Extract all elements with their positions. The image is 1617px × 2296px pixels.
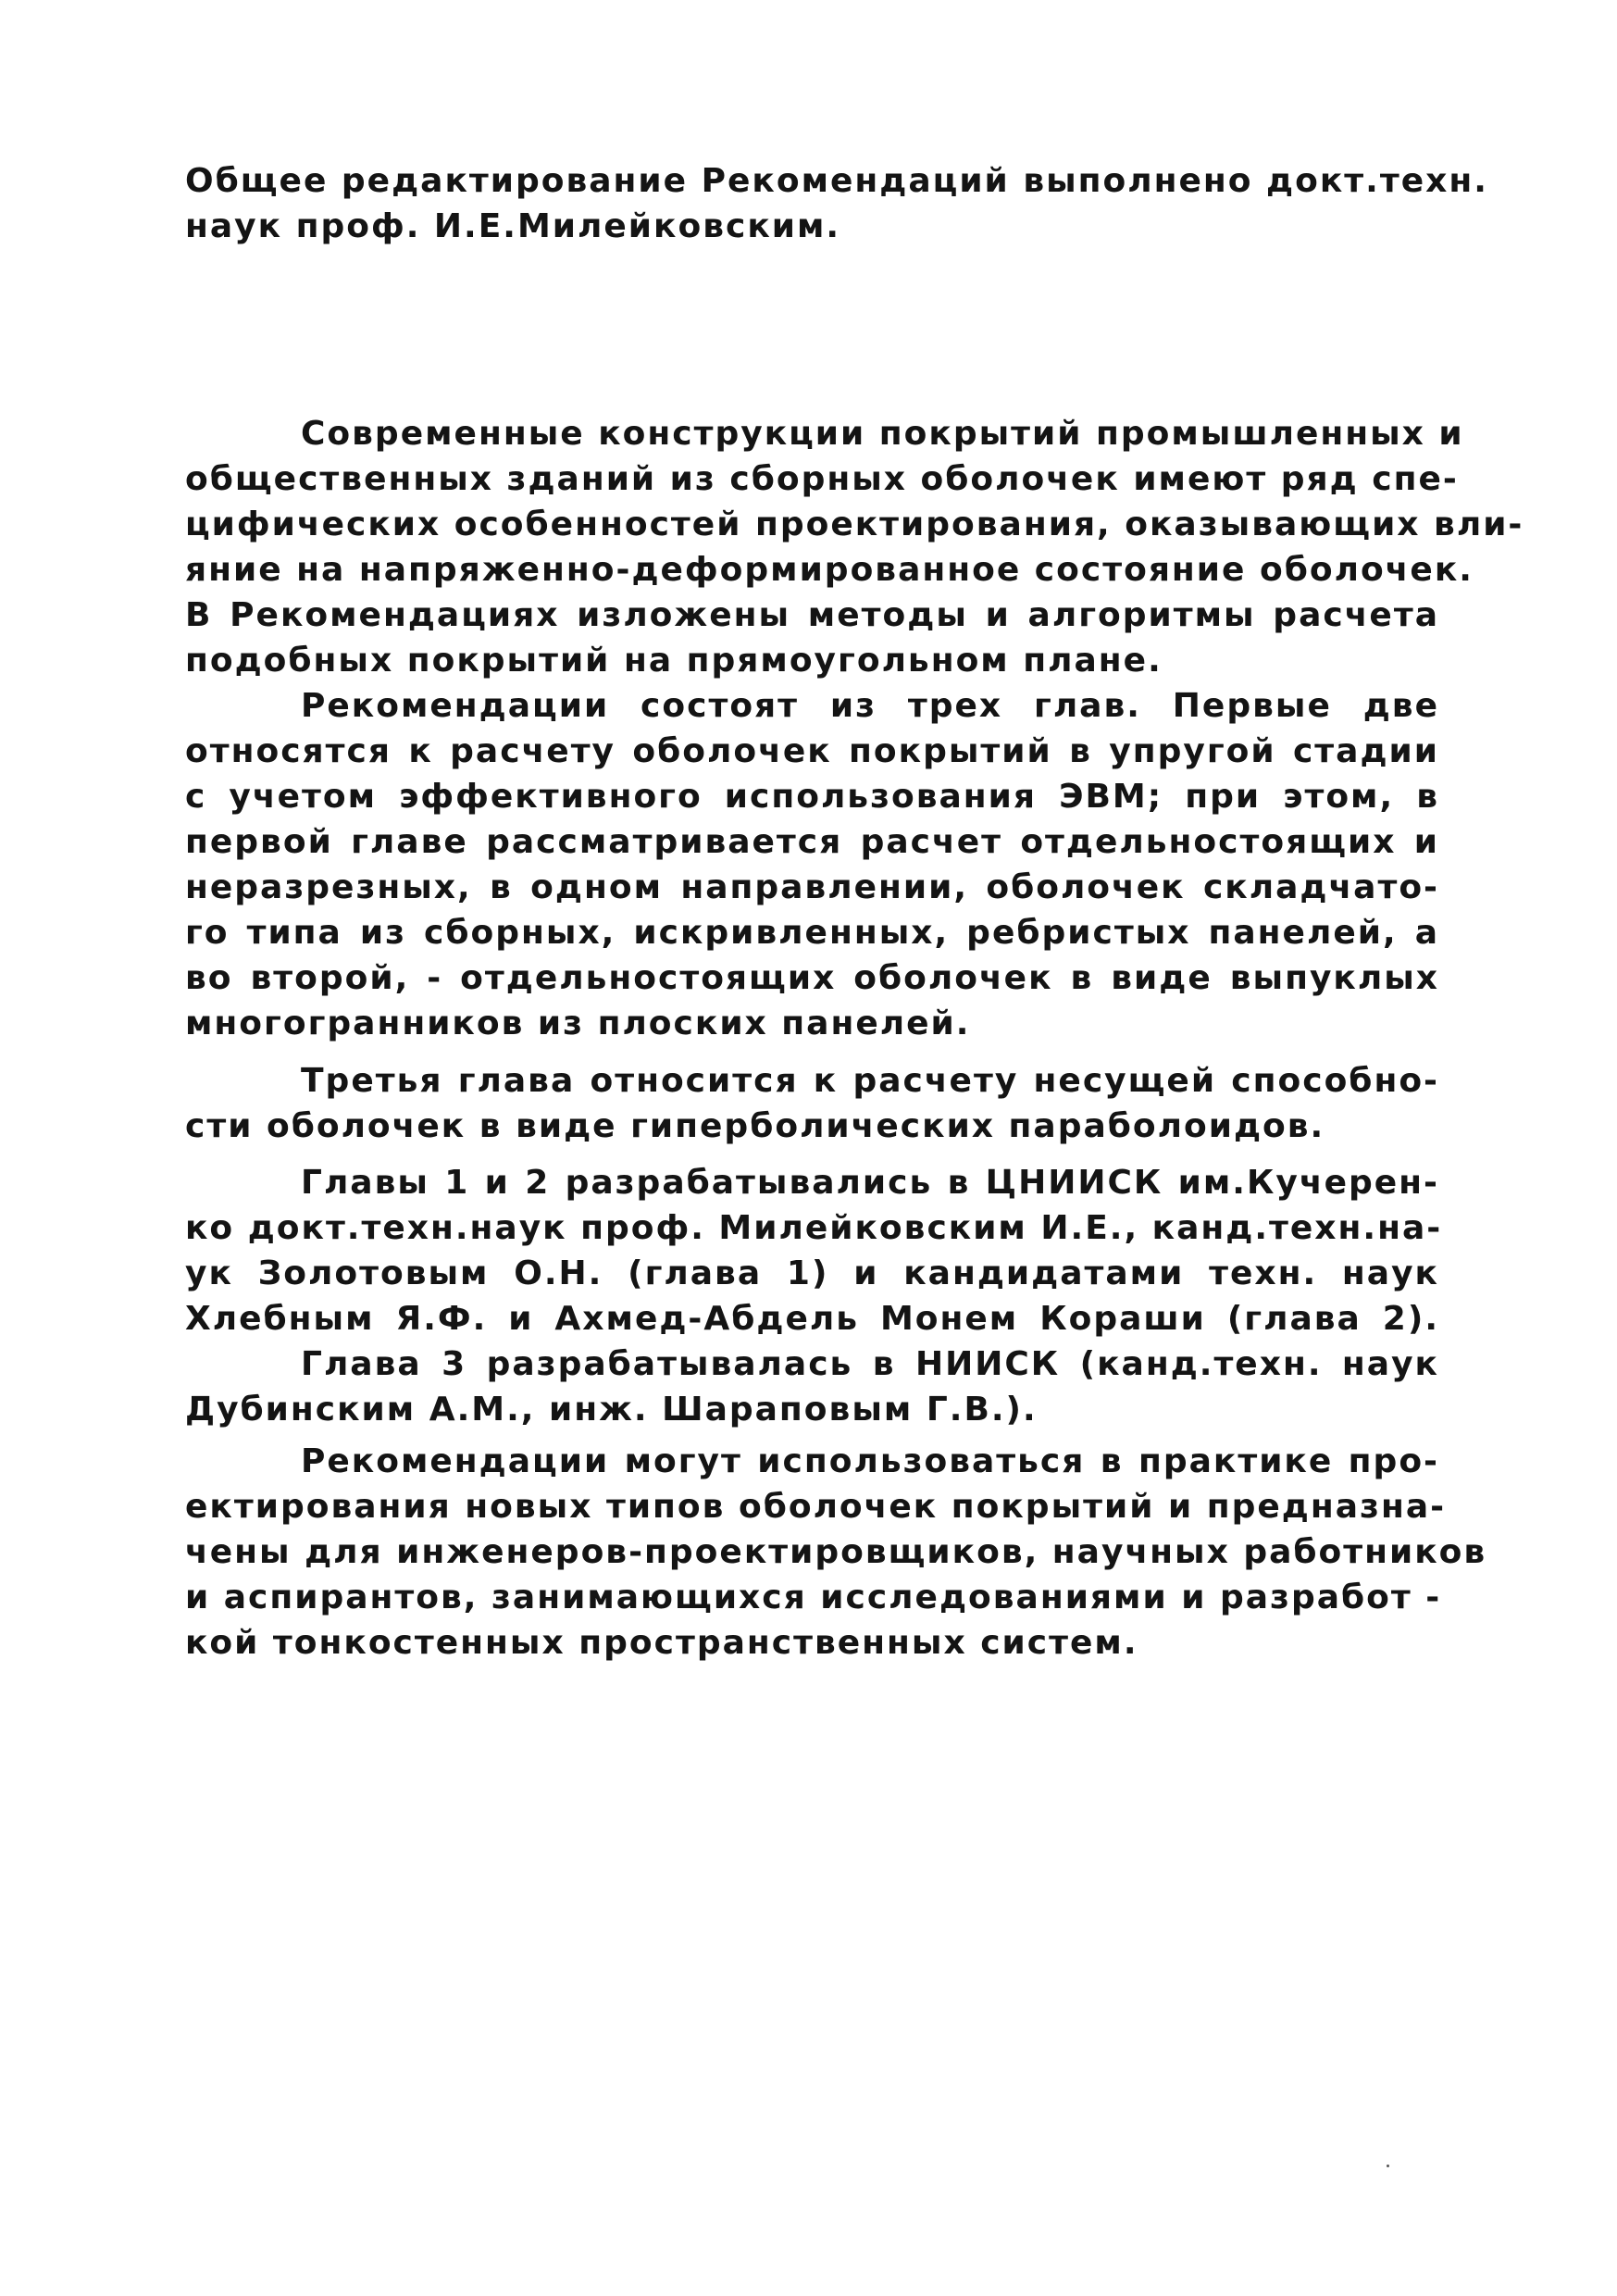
editor-note-line-2: наук проф. И.Е.Милейковским. <box>185 207 841 245</box>
paragraph-4-line: Хлебным Я.Ф. и Ахмед-Абдель Монем Кораши (глава 2). <box>185 1300 1439 1338</box>
paragraph-4-line: Главы 1 и 2 разрабатывались в ЦНИИСК им.Кучерен- <box>301 1164 1439 1202</box>
paragraph-2-line: с учетом эффективного использования ЭВМ; при этом, в <box>185 778 1439 816</box>
paragraph-2-line: Рекомендации состоят из трех глав. Первые две <box>301 687 1439 725</box>
paragraph-5-line: Глава 3 разрабатывалась в НИИСК (канд.техн. наук <box>301 1345 1439 1383</box>
paragraph-1-line: Современные конструкции покрытий промышленных и <box>301 415 1464 453</box>
paragraph-6-line: Рекомендации могут использоваться в практике про- <box>301 1442 1439 1480</box>
paragraph-6-line: чены для инженеров-проектировщиков, научных работников <box>185 1533 1487 1571</box>
paragraph-3-line: Третья глава относится к расчету несущей способно- <box>301 1062 1439 1100</box>
paragraph-2-line: неразрезных, в одном направлении, оболочек складчато- <box>185 868 1439 906</box>
paragraph-1-line: яние на напряженно-деформированное состояние оболочек. <box>185 551 1474 589</box>
paragraph-2-line: го типа из сборных, искривленных, ребристых панелей, а <box>185 914 1439 952</box>
scan-speck <box>1387 2165 1389 2167</box>
paragraph-1-line: подобных покрытий на прямоугольном плане. <box>185 642 1163 680</box>
paragraph-2-line: первой главе рассматривается расчет отдельностоящих и <box>185 823 1439 861</box>
paragraph-6-line: кой тонкостенных пространственных систем. <box>185 1624 1138 1662</box>
paragraph-2-line: во второй, - отдельностоящих оболочек в виде выпуклых <box>185 959 1439 997</box>
paragraph-1-line: общественных зданий из сборных оболочек имеют ряд спе- <box>185 460 1459 498</box>
paragraph-2-line: относятся к расчету оболочек покрытий в упругой стадии <box>185 732 1439 770</box>
paragraph-5-line: Дубинским А.М., инж. Шараповым Г.В.). <box>185 1391 1038 1429</box>
paragraph-2-line: многогранников из плоских панелей. <box>185 1004 971 1042</box>
paragraph-6-line: и аспирантов, занимающихся исследованиями и разработ - <box>185 1578 1442 1616</box>
paragraph-6-line: ектирования новых типов оболочек покрытий и предназна- <box>185 1488 1447 1526</box>
paragraph-4-line: ук Золотовым О.Н. (глава 1) и кандидатами техн. наук <box>185 1254 1439 1292</box>
paragraph-4-line: ко докт.техн.наук проф. Милейковским И.Е., канд.техн.на- <box>185 1209 1443 1247</box>
paragraph-3-line: сти оболочек в виде гиперболических параболоидов. <box>185 1107 1325 1145</box>
editor-note-line-1: Общее редактирование Рекомендаций выполнено докт.техн. <box>185 162 1488 200</box>
paragraph-1-line: В Рекомендациях изложены методы и алгоритмы расчета <box>185 596 1439 634</box>
paragraph-1-line: цифических особенностей проектирования, оказывающих вли- <box>185 505 1524 543</box>
